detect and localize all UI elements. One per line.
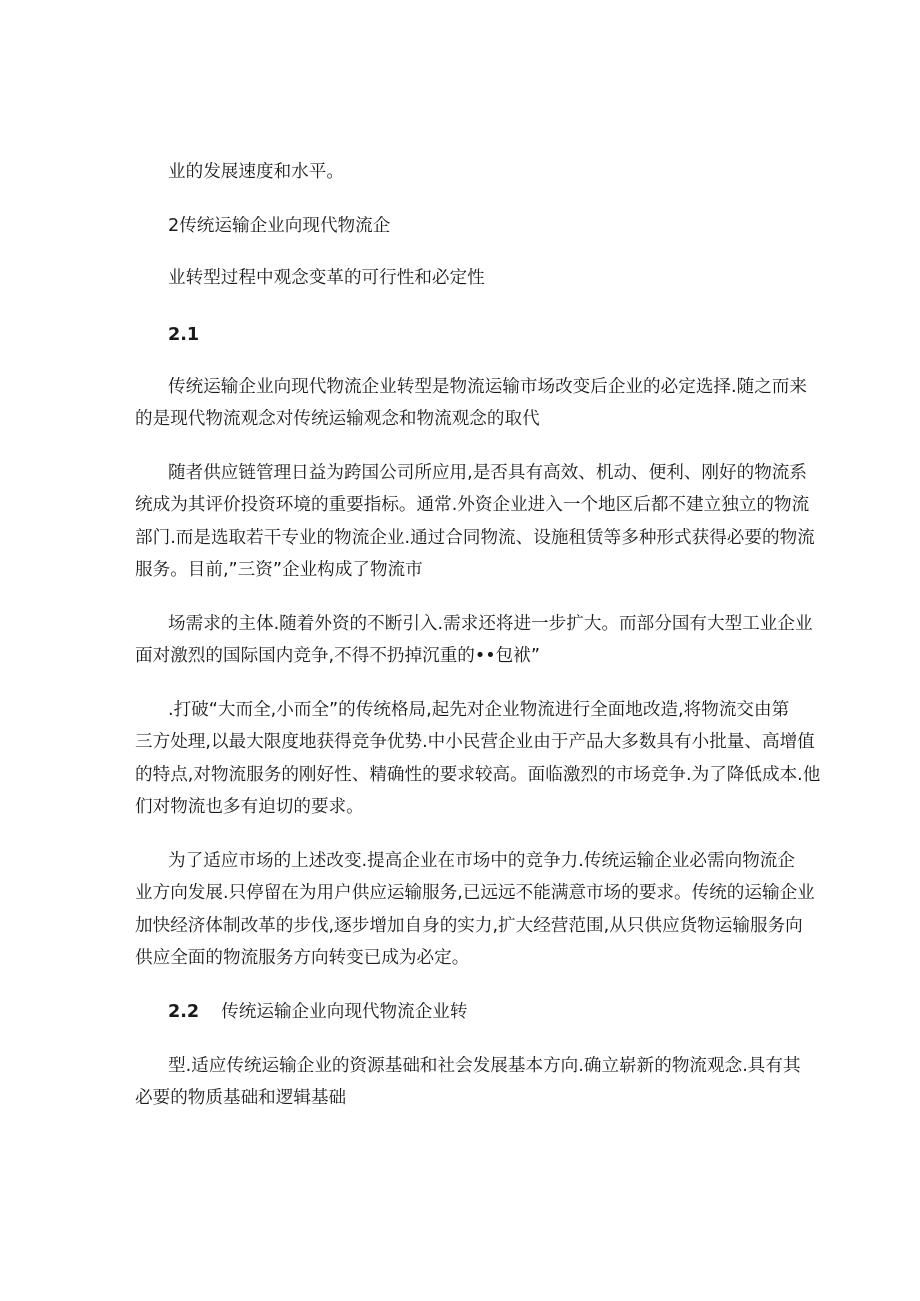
paragraph-adapt-market-line-4: 供应全面的物流服务方向转变已成为必定。 [135,948,470,968]
section-2-2-title: 传统运输企业向现代物流企业转 [221,1002,468,1022]
paragraph-break-pattern-line-4: 们对物流也多有迫切的要求。 [135,797,364,817]
section-2-1-title-line-1: 传统运输企业向现代物流企业转型是物流运输市场改变后企业的必定选择.随之而来 [168,377,807,397]
section-2-2-heading [168,1000,468,1024]
paragraph-supply-chain-line-2: 统成为其评价投资环境的重要指标。通常.外资企业进入一个地区后都不建立独立的物流 [135,495,810,515]
paragraph-supply-chain-line-3: 部门.而是选取若干专业的物流企业.通过合同物流、设施租赁等多种形式获得必要的物流 [135,528,815,548]
paragraph-supply-chain-line-1: 随者供应链管理日益为跨国公司所应用,是否具有高效、机动、便利、刚好的物流系 [168,463,807,483]
paragraph-line-1: 业的发展速度和水平。 [168,162,344,182]
paragraph-market-demand-line-2: 面对激烈的国际国内竞争,不得不扔掉沉重的••包袱” [135,646,540,666]
section-2-1-title-line-2: 的是现代物流观念对传统运输观念和物流观念的取代 [135,409,540,429]
paragraph-break-pattern-line-1: .打破“大而全,小而全”的传统格局,起先对企业物流进行全面地改造,将物流交由第 [168,700,790,720]
paragraph-supply-chain-line-4: 服务。目前,”三资”企业构成了物流市 [135,560,423,580]
paragraph-break-pattern-line-2: 三方处理,以最大限度地获得竞争优势.中小民营企业由于产品大多数具有小批量、高增值 [135,732,815,752]
paragraph-section-2-2-line-2: 必要的物质基础和逻辑基础 [135,1088,347,1108]
section-2-2-number: 2.2 [168,1002,200,1022]
paragraph-adapt-market-line-3: 加快经济体制改革的步伐,逐步增加自身的实力,扩大经营范围,从只供应货物运输服务向 [135,916,803,936]
paragraph-adapt-market-line-1: 为了适应市场的上述改变.提高企业在市场中的竞争力.传统运输企业必需向物流企 [168,851,795,871]
section-2-heading-line-1: 2传统运输企业向现代物流企 [168,216,391,236]
paragraph-market-demand-line-1: 场需求的主体.随着外资的不断引入.需求还将进一步扩大。而部分国有大型工业企业 [168,614,813,634]
section-2-1-number: 2.1 [168,325,200,345]
paragraph-adapt-market-line-2: 业方向发展.只停留在为用户供应运输服务,已远远不能满意市场的要求。传统的运输企业 [135,883,815,903]
paragraph-section-2-2-line-1: 型.适应传统运输企业的资源基础和社会发展基本方向.确立崭新的物流观念.具有其 [168,1056,801,1076]
section-2-heading-line-2: 业转型过程中观念变革的可行性和必定性 [168,268,485,288]
paragraph-break-pattern-line-3: 的特点,对物流服务的刚好性、精确性的要求较高。面临激烈的市场竞争.为了降低成本.他 [135,765,821,785]
